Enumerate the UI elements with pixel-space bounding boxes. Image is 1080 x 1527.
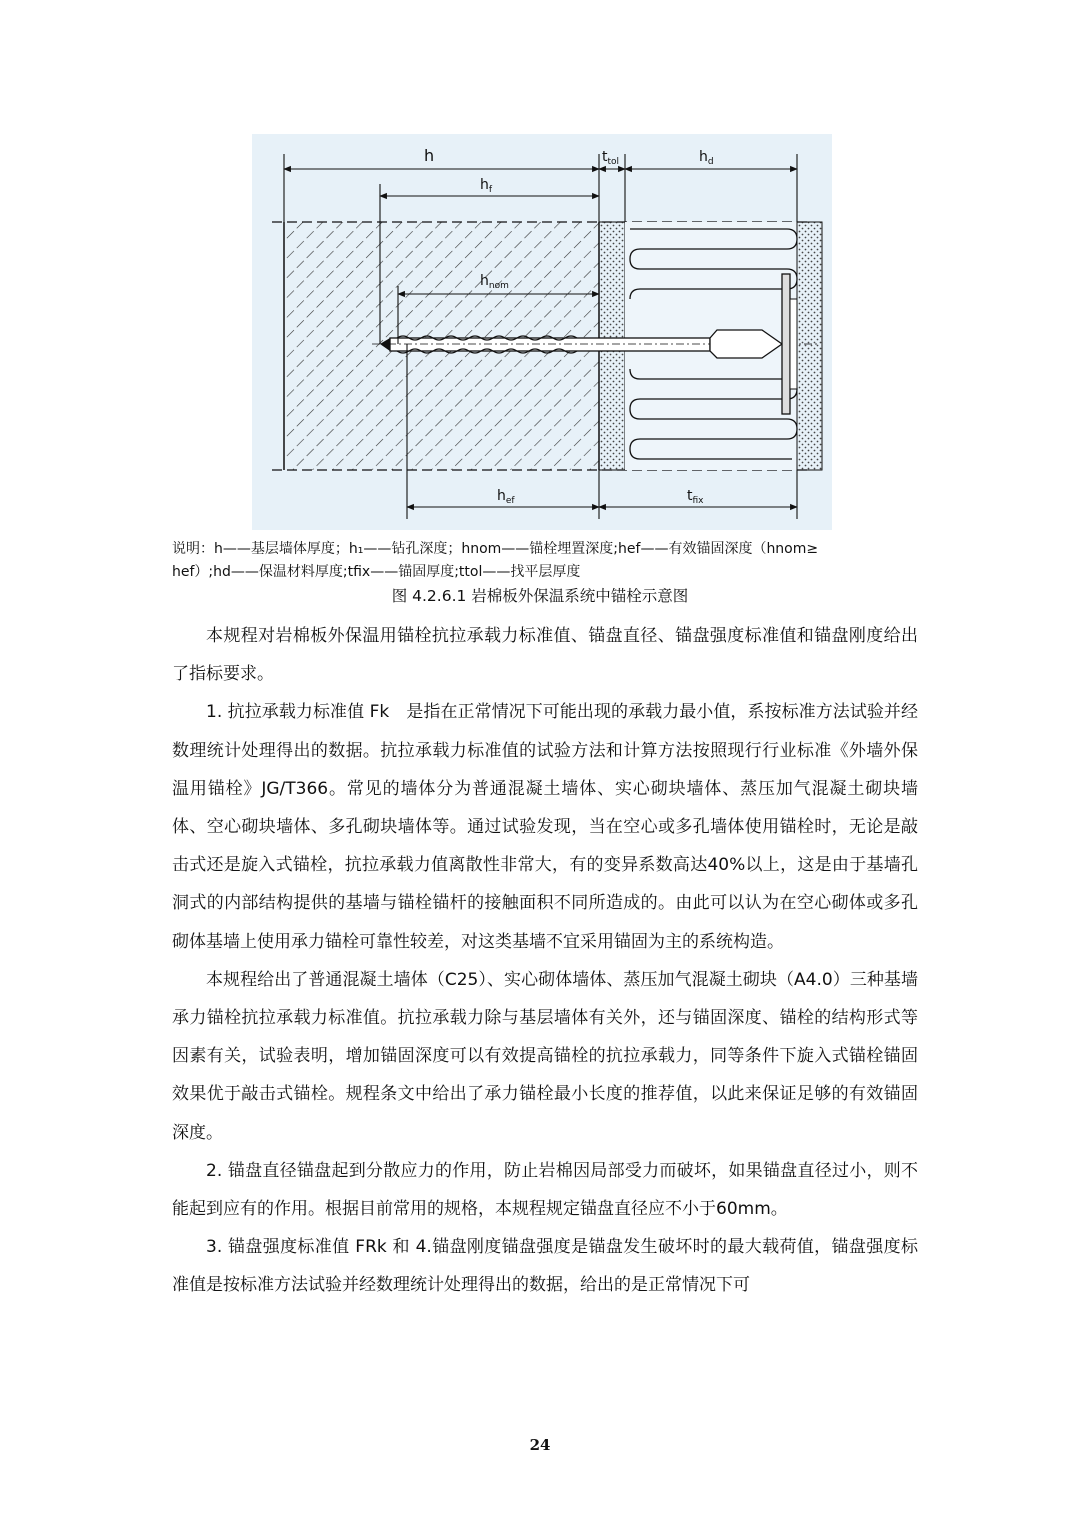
paragraph-intro: 本规程对岩棉板外保温用锚栓抗拉承载力标准值、锚盘直径、锚盘强度标准值和锚盘刚度给出了指标要求。 (172, 626, 918, 685)
paragraph-disc-diameter: 2. 锚盘直径锚盘起到分散应力的作用，防止岩棉因局部受力而破坏，如果锚盘直径过小，则不能起到应有的作用。根据目前常用的规格，本规程规定锚盘直径应不小于60mm。 (172, 1160, 918, 1220)
paragraph-disc-strength: 3. 锚盘强度标准值 FRk 和 4.锚盘刚度锚盘强度是锚盘发生破坏时的最大载荷值，锚盘强度标准值是按标准方法试验并经数理统计处理得出的数据，给出的是正常情况下可 (172, 1237, 918, 1296)
figure-title: 图 4.2.6.1 岩棉板外保温系统中锚栓示意图 (391, 587, 689, 605)
label-h-d: $h_d$ (699, 149, 714, 167)
label-t-fix: $t_{fix}$ (687, 488, 704, 506)
label-h-ef: $h_{ef}$ (497, 488, 515, 506)
page-number: 24 (529, 1436, 551, 1454)
figure-legend-line-2: hef）;hd——保温材料厚度;tfix——锚固厚度;ttol——找平层厚度 (172, 564, 581, 580)
paragraph-tensile-capacity: 1. 抗拉承载力标准值 Fk 是指在正常情况下可能出现的承载力最小值，系按标准方法试验并经数理统计处理得出的数据。抗拉承载力标准值的试验方法和计算方法按照现行行业标准《外墙外保温用锚栓》JG/T366。常见的墙体分为普通混凝土墙体、实心砌块墙体、蒸压加气混凝土砌块墙体、空心砌块墙体、多孔砌块墙体等。通过试验发现，当在空心或多孔墙体使用锚栓时，无论是敲击式还是旋入式锚栓，抗拉承载力值离散性非常大，有的变异系数高达40%以上，这是由于基墙孔洞式的内部结构提供的基墙与锚栓锚杆的接触面积不同所造成的。由此可以认为在空心砌体或多孔砌体基墙上使用承力锚栓可靠性较差，对这类基墙不宜采用锚固为主的系统构造。 (172, 702, 918, 952)
label-h: h (424, 146, 435, 165)
anchor-diagram (252, 134, 832, 530)
figure-legend-line-1: 说明：h——基层墙体厚度；h₁——钻孔深度；hnom——锚栓埋置深度;hef——有效锚固深度（hnom≥ (172, 541, 819, 557)
label-h-f: $h_f$ (480, 177, 493, 195)
render-layer (797, 222, 822, 470)
label-t-tol: $t_{tol}$ (602, 149, 620, 167)
paragraph-base-wall-types: 本规程给出了普通混凝土墙体（C25）、实心砌体墙体、蒸压加气混凝土砌块（A4.0）三种基墙承力锚栓抗拉承载力标准值。抗拉承载力除与基层墙体有关外，还与锚固深度、锚栓的结构形式等因素有关，试验表明，增加锚固深度可以有效提高锚栓的抗拉承载力，同等条件下旋入式锚栓锚固效果优于敲击式锚栓。规程条文中给出了承力锚栓最小长度的推荐值，以此来保证足够的有效锚固深度。 (172, 969, 918, 1143)
body-text (172, 617, 918, 1305)
label-h-nom: $h_{nom}$ (480, 273, 509, 291)
